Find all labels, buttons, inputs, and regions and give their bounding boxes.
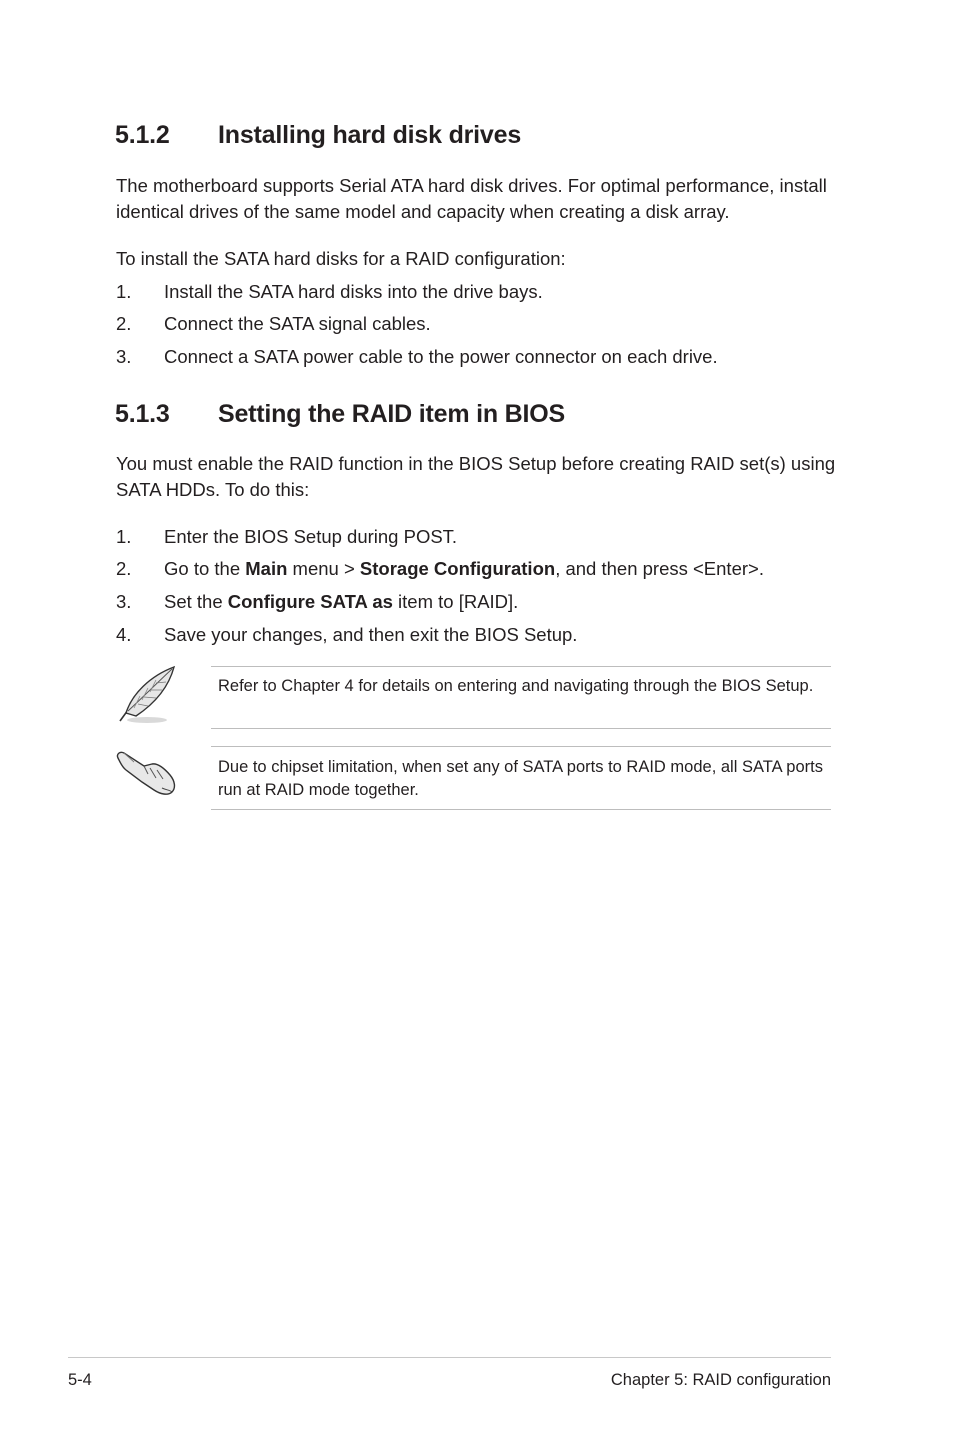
section-title: Setting the RAID item in BIOS — [218, 400, 565, 428]
list-lead-text: To install the SATA hard disks for a RAID configuration: — [116, 248, 566, 269]
list-item-number: 2. — [116, 558, 132, 579]
list-item-text: Install the SATA hard disks into the drive bays. — [164, 281, 543, 302]
list-item-number: 2. — [116, 313, 132, 334]
list-item-text — [164, 590, 518, 614]
bold-menu-item: Storage Configuration — [359, 558, 556, 579]
chapter-label: Chapter 5: RAID configuration — [610, 1371, 831, 1389]
list-item-number: 1. — [116, 281, 132, 302]
note-bottom-rule — [211, 728, 831, 729]
list-item-number: 4. — [116, 624, 132, 645]
text-run: , and then press <Enter>. — [555, 558, 764, 579]
list-item-text: Connect a SATA power cable to the power connector on each drive. — [164, 346, 718, 367]
text-run: item to [RAID]. — [392, 591, 519, 612]
text-run: menu > — [287, 558, 360, 579]
note-top-rule — [211, 666, 831, 667]
bold-bios-item: Configure SATA as — [227, 591, 393, 612]
bold-menu-name: Main — [245, 558, 288, 579]
list-item-text: Save your changes, and then exit the BIOS Setup. — [164, 624, 578, 645]
list-item-number: 1. — [116, 526, 132, 547]
feather-pen-icon — [114, 664, 180, 726]
section-number: 5.1.2 — [115, 121, 170, 149]
section-intro-paragraph: The motherboard supports Serial ATA hard disk drives. For optimal performance, install identical drives of the same model and capacity when creating a disk array. — [116, 175, 827, 222]
list-item-text — [164, 557, 764, 581]
text-run: Set the — [164, 591, 228, 612]
page-number: 5-4 — [68, 1371, 92, 1389]
section-number: 5.1.3 — [115, 400, 170, 428]
text-run: Go to the — [164, 558, 246, 579]
note-text: Due to chipset limitation, when set any of SATA ports to RAID mode, all SATA ports run at RAID mode together. — [218, 758, 823, 799]
footer-rule — [68, 1357, 831, 1358]
note-bottom-rule — [211, 809, 831, 810]
note-text: Refer to Chapter 4 for details on entering and navigating through the BIOS Setup. — [218, 677, 814, 695]
list-item-number: 3. — [116, 591, 132, 612]
list-item-number: 3. — [116, 346, 132, 367]
pointing-hand-icon — [114, 748, 180, 798]
note-top-rule — [211, 746, 831, 747]
section-title: Installing hard disk drives — [218, 121, 522, 149]
list-item-text: Enter the BIOS Setup during POST. — [164, 526, 458, 547]
section-intro-paragraph: You must enable the RAID function in the BIOS Setup before creating RAID set(s) using SATA HDDs. To do this: — [116, 453, 836, 500]
list-item-text: Connect the SATA signal cables. — [164, 313, 431, 334]
